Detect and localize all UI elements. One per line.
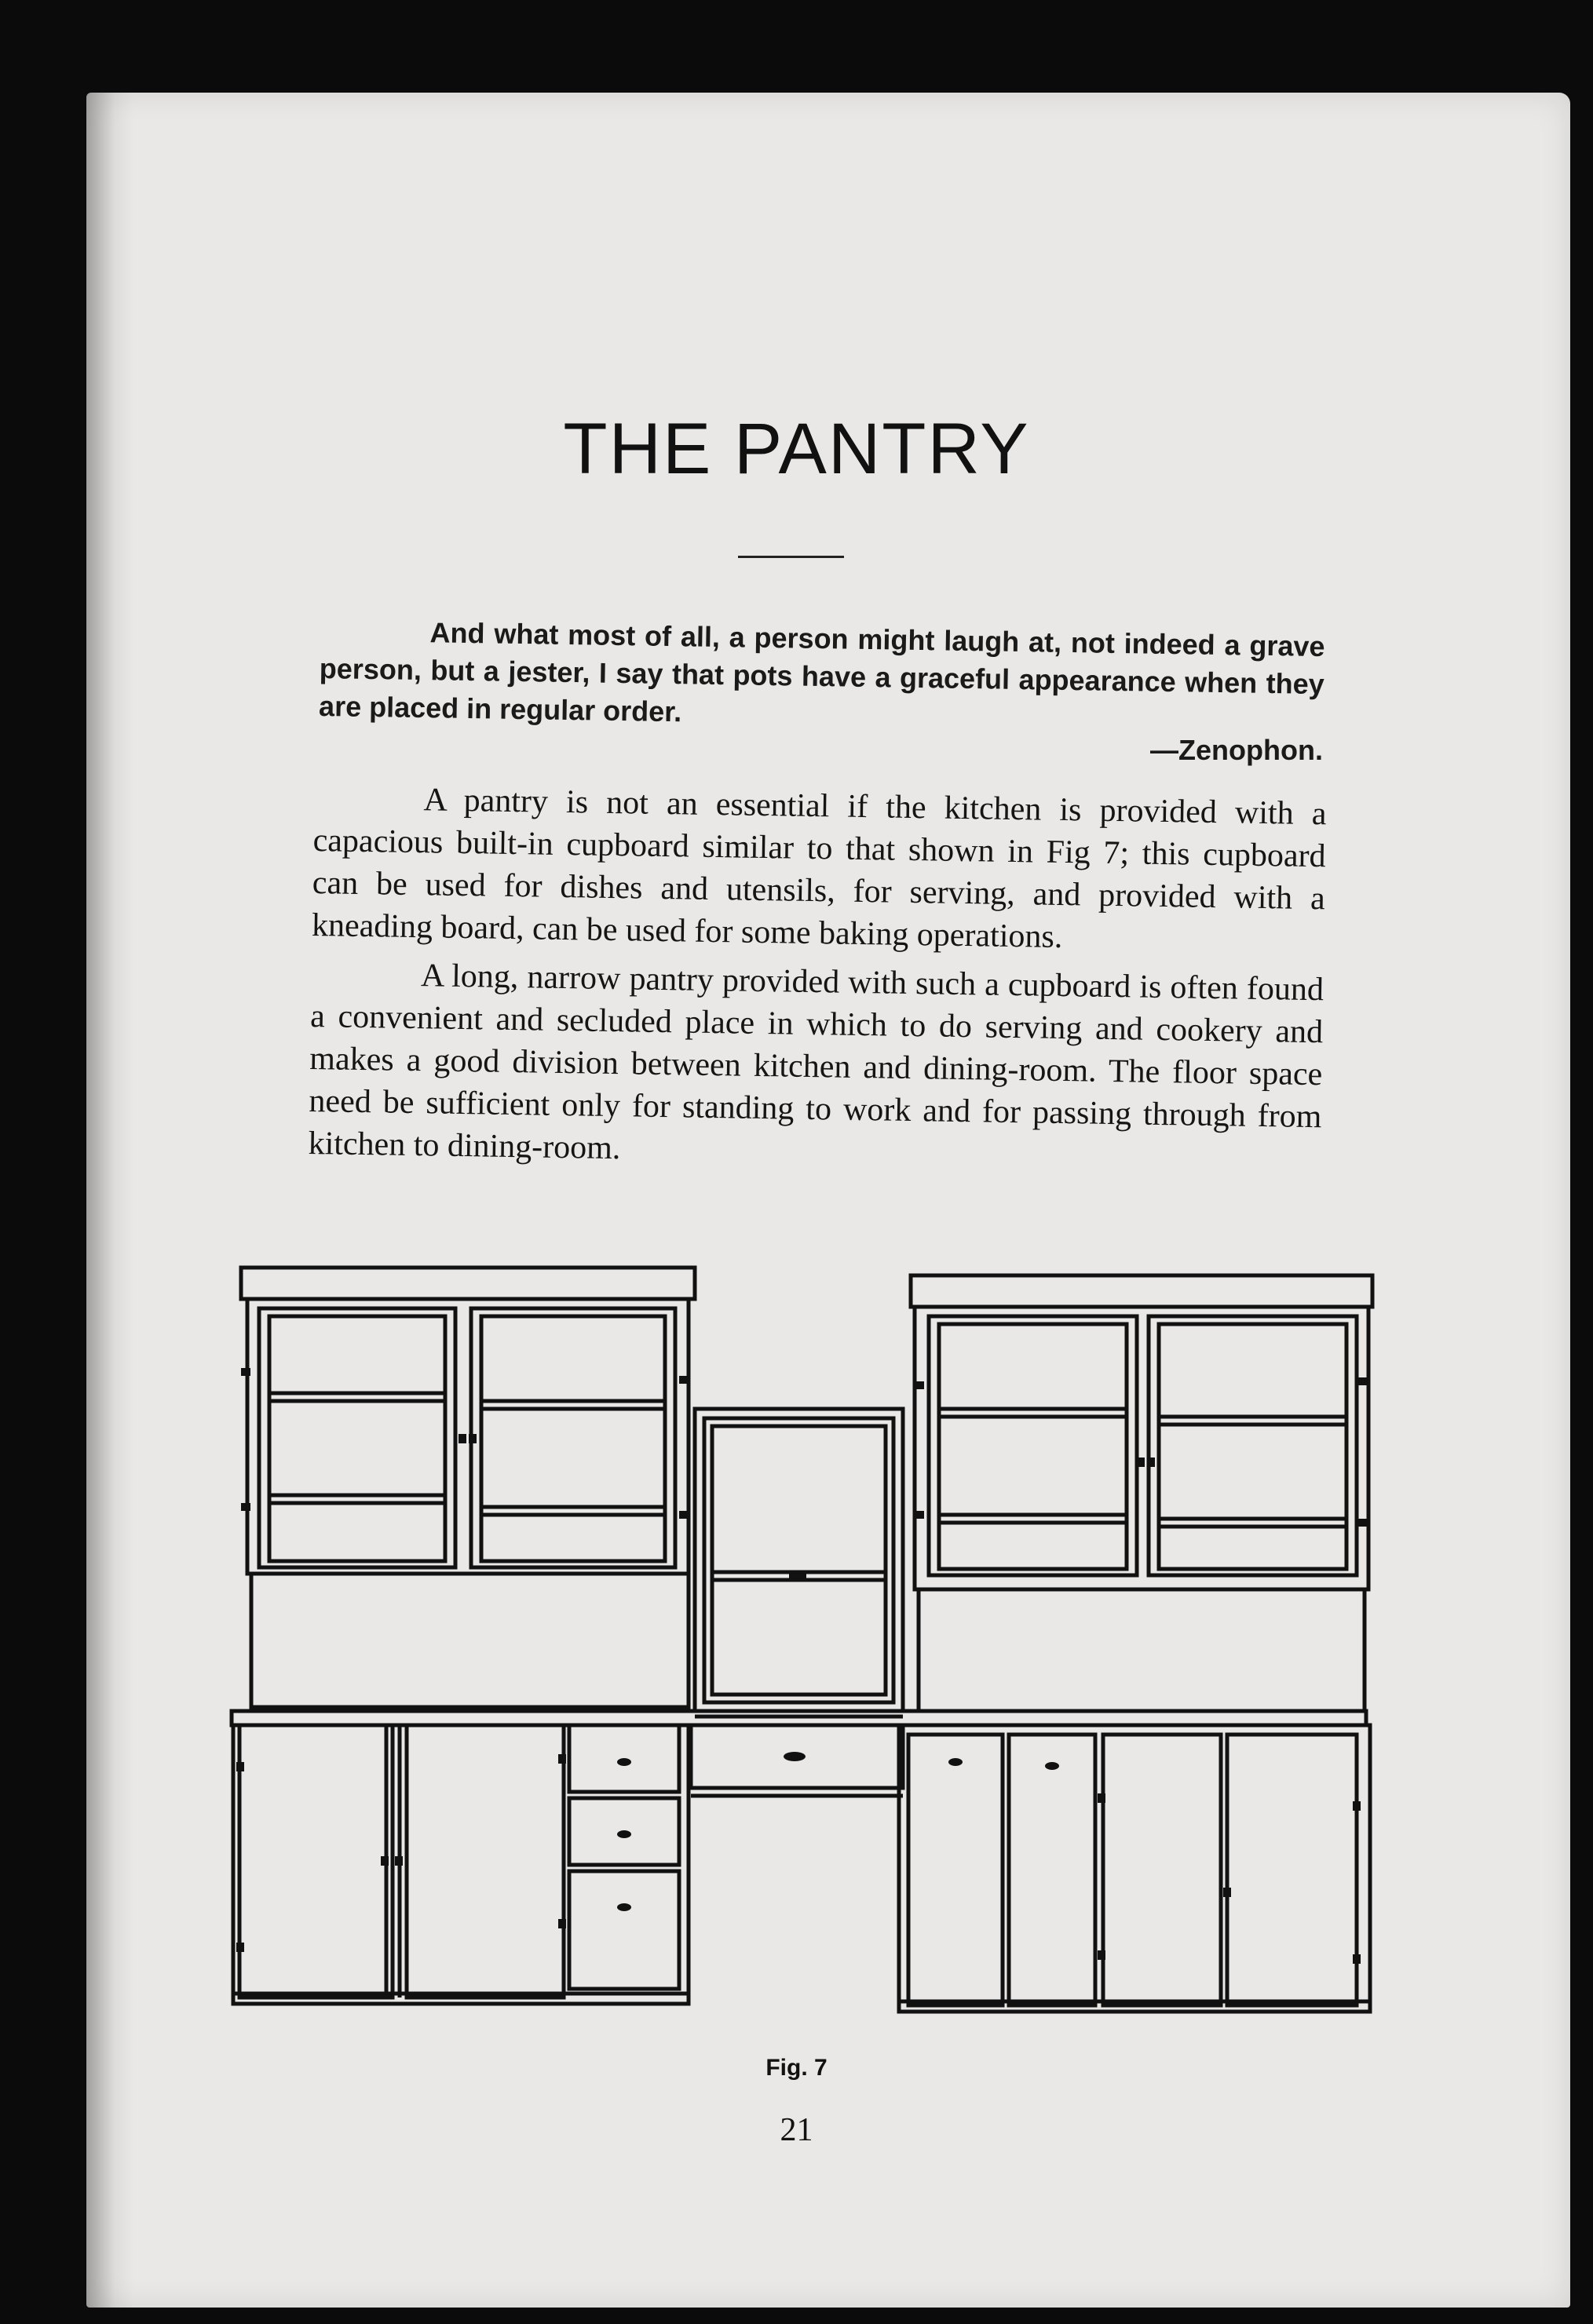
cupboard-illustration (224, 1252, 1386, 2052)
figure-caption: Fig. 7 (765, 2055, 828, 2081)
epigraph-quote: And what most of all, a person might laugh at, not indeed a grave person, but a jester, I say that pots have a graceful appearance when they are placed in regular order. (318, 616, 1325, 728)
page-title: THE PANTRY (563, 409, 1030, 489)
paragraph-2: A long, narrow pantry provided with such a cupboard is often found a convenient and secluded place in which to do serving and cookery and makes a good division between kitchen and dining-room. The floor space need be sufficient only for standing to work and for passing through from kitchen to dining-room. (308, 958, 1324, 1167)
body-text (308, 777, 1327, 1187)
paragraph-1: A pantry is not an essential if the kitchen is provided with a capacious built-in cupboard similar to that shown in Fig 7; this cupboard can be used for dishes and utensils, for serving, and provided with a kneading board, can be used for some baking operations. (311, 782, 1327, 955)
epigraph-attribution: —Zenophon. (1150, 734, 1323, 766)
page-number: 21 (780, 2112, 813, 2148)
title-divider (738, 556, 844, 558)
